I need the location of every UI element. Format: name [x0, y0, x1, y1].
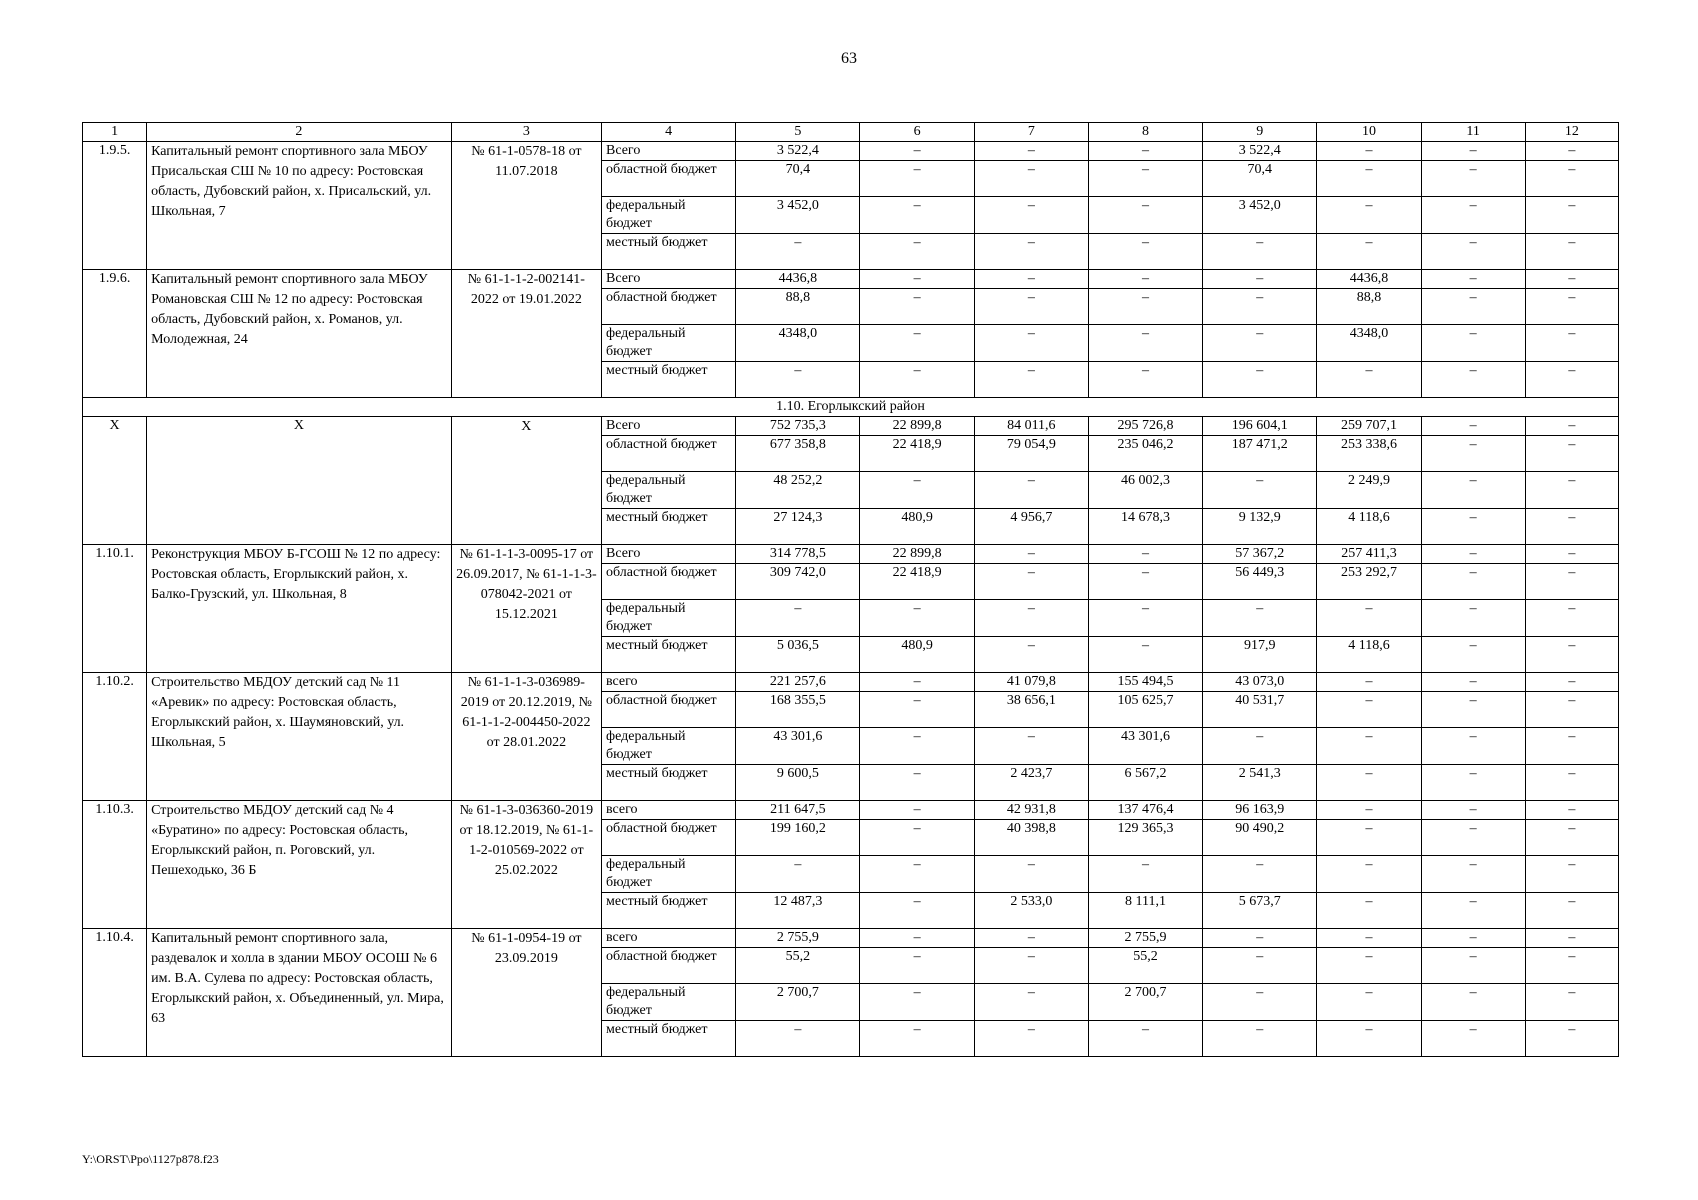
- value-cell: –: [1525, 820, 1618, 856]
- value-cell: 84 011,6: [974, 417, 1088, 436]
- object-description: Капитальный ремонт спортивного зала МБОУ Романовская СШ № 12 по адресу: Ростовская область, Дубовский район, х. Романов, ул. Молодежная, 24: [147, 270, 452, 398]
- value-cell: –: [1088, 600, 1202, 637]
- value-cell: –: [1088, 362, 1202, 398]
- value-cell: –: [974, 472, 1088, 509]
- funding-source: всего: [602, 801, 736, 820]
- funding-source: местный бюджет: [602, 765, 736, 801]
- value-cell: –: [1421, 856, 1525, 893]
- value-cell: –: [1203, 600, 1317, 637]
- value-cell: –: [860, 325, 974, 362]
- value-cell: 46 002,3: [1088, 472, 1202, 509]
- header-cell: 6: [860, 123, 974, 142]
- value-cell: –: [1421, 929, 1525, 948]
- value-cell: –: [860, 984, 974, 1021]
- value-cell: –: [1203, 289, 1317, 325]
- value-cell: –: [860, 929, 974, 948]
- value-cell: –: [1317, 600, 1421, 637]
- value-cell: –: [860, 142, 974, 161]
- value-cell: –: [974, 564, 1088, 600]
- value-cell: 3 522,4: [1203, 142, 1317, 161]
- value-cell: –: [1421, 728, 1525, 765]
- document-number: № 61-1-0578-18 от 11.07.2018: [451, 142, 601, 270]
- value-cell: –: [974, 984, 1088, 1021]
- document-number: № 61-1-0954-19 от 23.09.2019: [451, 929, 601, 1057]
- value-cell: 3 452,0: [1203, 197, 1317, 234]
- value-cell: –: [860, 197, 974, 234]
- value-cell: –: [1525, 270, 1618, 289]
- funding-source: местный бюджет: [602, 509, 736, 545]
- value-cell: –: [1525, 948, 1618, 984]
- value-cell: 14 678,3: [1088, 509, 1202, 545]
- value-cell: 2 533,0: [974, 893, 1088, 929]
- value-cell: –: [860, 692, 974, 728]
- value-cell: –: [1088, 856, 1202, 893]
- value-cell: 88,8: [1317, 289, 1421, 325]
- value-cell: 8 111,1: [1088, 893, 1202, 929]
- value-cell: 196 604,1: [1203, 417, 1317, 436]
- value-cell: 253 338,6: [1317, 436, 1421, 472]
- object-description: Строительство МБДОУ детский сад № 11 «Аревик» по адресу: Ростовская область, Егорлыкский район, х. Шаумяновский, ул. Школьная, 5: [147, 673, 452, 801]
- header-cell: 2: [147, 123, 452, 142]
- value-cell: 211 647,5: [736, 801, 860, 820]
- value-cell: –: [1203, 1021, 1317, 1057]
- header-cell: 4: [602, 123, 736, 142]
- funding-source: областной бюджет: [602, 436, 736, 472]
- value-cell: 79 054,9: [974, 436, 1088, 472]
- value-cell: –: [1525, 637, 1618, 673]
- value-cell: 187 471,2: [1203, 436, 1317, 472]
- table-row: [83, 545, 1619, 564]
- document-number: № 61-1-1-3-0095-17 от 26.09.2017, № 61-1-1-3-078042-2021 от 15.12.2021: [451, 545, 601, 673]
- value-cell: 295 726,8: [1088, 417, 1202, 436]
- value-cell: –: [860, 472, 974, 509]
- file-path-footer: Y:\ORST\Ppo\1127p878.f23: [82, 1152, 219, 1166]
- value-cell: –: [1525, 728, 1618, 765]
- value-cell: 309 742,0: [736, 564, 860, 600]
- value-cell: –: [1317, 728, 1421, 765]
- value-cell: –: [1317, 893, 1421, 929]
- object-description: Строительство МБДОУ детский сад № 4 «Буратино» по адресу: Ростовская область, Егорлыкский район, п. Роговский, ул. Пешеходько, 36 Б: [147, 801, 452, 929]
- value-cell: –: [1088, 161, 1202, 197]
- value-cell: –: [974, 600, 1088, 637]
- value-cell: –: [974, 234, 1088, 270]
- value-cell: –: [1421, 436, 1525, 472]
- value-cell: –: [860, 600, 974, 637]
- value-cell: 221 257,6: [736, 673, 860, 692]
- value-cell: 2 249,9: [1317, 472, 1421, 509]
- funding-source: Всего: [602, 142, 736, 161]
- value-cell: 2 755,9: [1088, 929, 1202, 948]
- object-description: Капитальный ремонт спортивного зала МБОУ Присальская СШ № 10 по адресу: Ростовская область, Дубовский район, х. Присальский, ул. Школьная, 7: [147, 142, 452, 270]
- table-row: [83, 142, 1619, 161]
- table-row: [83, 673, 1619, 692]
- value-cell: 43 301,6: [1088, 728, 1202, 765]
- value-cell: 257 411,3: [1317, 545, 1421, 564]
- value-cell: 677 358,8: [736, 436, 860, 472]
- value-cell: –: [860, 728, 974, 765]
- value-cell: 43 073,0: [1203, 673, 1317, 692]
- value-cell: –: [1317, 984, 1421, 1021]
- value-cell: –: [1525, 765, 1618, 801]
- table-row: [83, 929, 1619, 948]
- row-number: 1.10.1.: [83, 545, 147, 673]
- value-cell: 22 418,9: [860, 436, 974, 472]
- budget-table: [82, 122, 1619, 1057]
- value-cell: –: [860, 161, 974, 197]
- funding-source: областной бюджет: [602, 289, 736, 325]
- value-cell: –: [1525, 325, 1618, 362]
- value-cell: –: [1203, 472, 1317, 509]
- value-cell: 42 931,8: [974, 801, 1088, 820]
- value-cell: –: [1088, 270, 1202, 289]
- value-cell: –: [1317, 929, 1421, 948]
- value-cell: 88,8: [736, 289, 860, 325]
- value-cell: –: [1421, 984, 1525, 1021]
- value-cell: 40 531,7: [1203, 692, 1317, 728]
- value-cell: –: [1203, 728, 1317, 765]
- value-cell: –: [1317, 1021, 1421, 1057]
- value-cell: 22 899,8: [860, 545, 974, 564]
- value-cell: –: [1525, 893, 1618, 929]
- value-cell: –: [1317, 692, 1421, 728]
- value-cell: –: [1088, 545, 1202, 564]
- funding-source: федеральный бюджет: [602, 984, 736, 1021]
- value-cell: –: [974, 142, 1088, 161]
- funding-source: местный бюджет: [602, 893, 736, 929]
- value-cell: 70,4: [736, 161, 860, 197]
- value-cell: –: [974, 1021, 1088, 1057]
- funding-source: всего: [602, 673, 736, 692]
- header-cell: 9: [1203, 123, 1317, 142]
- value-cell: –: [974, 728, 1088, 765]
- value-cell: 38 656,1: [974, 692, 1088, 728]
- value-cell: 27 124,3: [736, 509, 860, 545]
- value-cell: –: [1525, 142, 1618, 161]
- value-cell: –: [1203, 270, 1317, 289]
- value-cell: –: [860, 893, 974, 929]
- value-cell: –: [1088, 197, 1202, 234]
- value-cell: –: [1421, 472, 1525, 509]
- value-cell: –: [1421, 325, 1525, 362]
- header-cell: 10: [1317, 123, 1421, 142]
- value-cell: –: [974, 948, 1088, 984]
- value-cell: 4436,8: [736, 270, 860, 289]
- section-row: [83, 398, 1619, 417]
- value-cell: –: [1525, 856, 1618, 893]
- value-cell: –: [1525, 564, 1618, 600]
- funding-source: областной бюджет: [602, 564, 736, 600]
- value-cell: –: [1525, 984, 1618, 1021]
- value-cell: 5 036,5: [736, 637, 860, 673]
- value-cell: 22 418,9: [860, 564, 974, 600]
- value-cell: –: [860, 234, 974, 270]
- value-cell: –: [1525, 673, 1618, 692]
- value-cell: 480,9: [860, 509, 974, 545]
- value-cell: 9 132,9: [1203, 509, 1317, 545]
- document-number: № 61-1-1-2-002141-2022 от 19.01.2022: [451, 270, 601, 398]
- value-cell: –: [1317, 801, 1421, 820]
- value-cell: –: [1421, 801, 1525, 820]
- value-cell: 56 449,3: [1203, 564, 1317, 600]
- value-cell: 2 423,7: [974, 765, 1088, 801]
- header-cell: 3: [451, 123, 601, 142]
- row-number: Х: [83, 417, 147, 545]
- value-cell: –: [1317, 673, 1421, 692]
- value-cell: 43 301,6: [736, 728, 860, 765]
- value-cell: 253 292,7: [1317, 564, 1421, 600]
- table-row: [83, 270, 1619, 289]
- value-cell: –: [1317, 765, 1421, 801]
- value-cell: –: [1317, 197, 1421, 234]
- value-cell: 41 079,8: [974, 673, 1088, 692]
- value-cell: –: [1525, 545, 1618, 564]
- value-cell: 4 118,6: [1317, 637, 1421, 673]
- value-cell: 155 494,5: [1088, 673, 1202, 692]
- value-cell: –: [1317, 948, 1421, 984]
- funding-source: областной бюджет: [602, 692, 736, 728]
- value-cell: –: [1203, 362, 1317, 398]
- value-cell: 5 673,7: [1203, 893, 1317, 929]
- value-cell: –: [1203, 234, 1317, 270]
- value-cell: –: [1088, 1021, 1202, 1057]
- value-cell: –: [974, 362, 1088, 398]
- value-cell: –: [1525, 197, 1618, 234]
- funding-source: местный бюджет: [602, 362, 736, 398]
- value-cell: 3 452,0: [736, 197, 860, 234]
- funding-source: федеральный бюджет: [602, 600, 736, 637]
- document-number: № 61-1-1-3-036989-2019 от 20.12.2019, № 61-1-1-2-004450-2022 от 28.01.2022: [451, 673, 601, 801]
- value-cell: –: [1203, 856, 1317, 893]
- value-cell: –: [1421, 1021, 1525, 1057]
- value-cell: –: [1317, 234, 1421, 270]
- value-cell: 9 600,5: [736, 765, 860, 801]
- value-cell: –: [1525, 1021, 1618, 1057]
- object-description: Капитальный ремонт спортивного зала, раздевалок и холла в здании МБОУ ОСОШ № 6 им. В.А. Сулева по адресу: Ростовская область, Егорлыкский район, х. Объединенный, ул. Мира, 63: [147, 929, 452, 1057]
- value-cell: –: [974, 289, 1088, 325]
- value-cell: –: [1317, 362, 1421, 398]
- value-cell: –: [1203, 984, 1317, 1021]
- value-cell: –: [1421, 509, 1525, 545]
- value-cell: –: [1525, 234, 1618, 270]
- funding-source: федеральный бюджет: [602, 472, 736, 509]
- value-cell: 48 252,2: [736, 472, 860, 509]
- value-cell: –: [1317, 142, 1421, 161]
- value-cell: –: [1421, 234, 1525, 270]
- value-cell: 129 365,3: [1088, 820, 1202, 856]
- funding-source: федеральный бюджет: [602, 856, 736, 893]
- value-cell: –: [1421, 197, 1525, 234]
- value-cell: –: [1525, 436, 1618, 472]
- value-cell: 199 160,2: [736, 820, 860, 856]
- value-cell: –: [1421, 948, 1525, 984]
- value-cell: 22 899,8: [860, 417, 974, 436]
- funding-source: местный бюджет: [602, 1021, 736, 1057]
- value-cell: –: [736, 234, 860, 270]
- value-cell: –: [1317, 161, 1421, 197]
- value-cell: –: [1203, 325, 1317, 362]
- value-cell: –: [1421, 600, 1525, 637]
- value-cell: 480,9: [860, 637, 974, 673]
- funding-source: всего: [602, 929, 736, 948]
- value-cell: 752 735,3: [736, 417, 860, 436]
- value-cell: 4348,0: [1317, 325, 1421, 362]
- value-cell: –: [736, 1021, 860, 1057]
- value-cell: –: [860, 820, 974, 856]
- value-cell: 259 707,1: [1317, 417, 1421, 436]
- value-cell: –: [974, 270, 1088, 289]
- value-cell: –: [1525, 509, 1618, 545]
- value-cell: 90 490,2: [1203, 820, 1317, 856]
- value-cell: –: [1088, 637, 1202, 673]
- object-description: Реконструкция МБОУ Б-ГСОШ № 12 по адресу: Ростовская область, Егорлыкский район, х. Балко-Грузский, ул. Школьная, 8: [147, 545, 452, 673]
- value-cell: 4348,0: [736, 325, 860, 362]
- value-cell: 2 700,7: [736, 984, 860, 1021]
- value-cell: 57 367,2: [1203, 545, 1317, 564]
- value-cell: –: [860, 948, 974, 984]
- header-row: [83, 123, 1619, 142]
- value-cell: –: [1421, 417, 1525, 436]
- row-number: 1.9.5.: [83, 142, 147, 270]
- funding-source: областной бюджет: [602, 161, 736, 197]
- funding-source: федеральный бюджет: [602, 325, 736, 362]
- funding-source: областной бюджет: [602, 820, 736, 856]
- value-cell: 137 476,4: [1088, 801, 1202, 820]
- value-cell: –: [974, 929, 1088, 948]
- value-cell: –: [1421, 765, 1525, 801]
- value-cell: –: [974, 545, 1088, 564]
- value-cell: 314 778,5: [736, 545, 860, 564]
- value-cell: 235 046,2: [1088, 436, 1202, 472]
- value-cell: –: [1525, 289, 1618, 325]
- value-cell: –: [1525, 801, 1618, 820]
- funding-source: областной бюджет: [602, 948, 736, 984]
- value-cell: 55,2: [736, 948, 860, 984]
- row-number: 1.9.6.: [83, 270, 147, 398]
- value-cell: –: [1088, 234, 1202, 270]
- value-cell: –: [1421, 893, 1525, 929]
- value-cell: 917,9: [1203, 637, 1317, 673]
- page-number: 63: [841, 50, 857, 67]
- value-cell: –: [736, 856, 860, 893]
- header-cell: 12: [1525, 123, 1618, 142]
- value-cell: –: [860, 673, 974, 692]
- value-cell: –: [1421, 673, 1525, 692]
- value-cell: –: [1088, 289, 1202, 325]
- value-cell: –: [1525, 692, 1618, 728]
- value-cell: –: [1203, 948, 1317, 984]
- value-cell: –: [1525, 929, 1618, 948]
- value-cell: –: [860, 270, 974, 289]
- funding-source: Всего: [602, 545, 736, 564]
- value-cell: –: [860, 856, 974, 893]
- value-cell: –: [736, 600, 860, 637]
- header-cell: 8: [1088, 123, 1202, 142]
- value-cell: –: [974, 197, 1088, 234]
- funding-source: местный бюджет: [602, 637, 736, 673]
- value-cell: 2 755,9: [736, 929, 860, 948]
- header-cell: 1: [83, 123, 147, 142]
- funding-source: Всего: [602, 270, 736, 289]
- value-cell: –: [1421, 161, 1525, 197]
- value-cell: –: [1421, 362, 1525, 398]
- value-cell: –: [974, 161, 1088, 197]
- value-cell: –: [1421, 692, 1525, 728]
- value-cell: –: [1317, 820, 1421, 856]
- value-cell: –: [1525, 362, 1618, 398]
- value-cell: –: [860, 1021, 974, 1057]
- funding-source: местный бюджет: [602, 234, 736, 270]
- value-cell: 40 398,8: [974, 820, 1088, 856]
- row-number: 1.10.2.: [83, 673, 147, 801]
- value-cell: –: [1088, 564, 1202, 600]
- table-row: [83, 801, 1619, 820]
- value-cell: –: [1421, 289, 1525, 325]
- document-number: № 61-1-3-036360-2019 от 18.12.2019, № 61-1-1-2-010569-2022 от 25.02.2022: [451, 801, 601, 929]
- funding-source: федеральный бюджет: [602, 728, 736, 765]
- value-cell: –: [1421, 270, 1525, 289]
- value-cell: 105 625,7: [1088, 692, 1202, 728]
- value-cell: 168 355,5: [736, 692, 860, 728]
- value-cell: 2 700,7: [1088, 984, 1202, 1021]
- value-cell: 6 567,2: [1088, 765, 1202, 801]
- value-cell: –: [1525, 472, 1618, 509]
- value-cell: –: [1203, 929, 1317, 948]
- value-cell: 70,4: [1203, 161, 1317, 197]
- section-title: 1.10. Егорлыкский район: [83, 398, 1619, 417]
- value-cell: –: [860, 289, 974, 325]
- document-number: Х: [451, 417, 601, 545]
- value-cell: –: [1421, 545, 1525, 564]
- value-cell: –: [736, 362, 860, 398]
- object-description: Х: [147, 417, 452, 545]
- row-number: 1.10.3.: [83, 801, 147, 929]
- value-cell: 4 956,7: [974, 509, 1088, 545]
- value-cell: –: [860, 801, 974, 820]
- header-cell: 5: [736, 123, 860, 142]
- value-cell: –: [1525, 161, 1618, 197]
- value-cell: –: [1525, 417, 1618, 436]
- value-cell: –: [1088, 325, 1202, 362]
- value-cell: –: [1421, 820, 1525, 856]
- value-cell: 55,2: [1088, 948, 1202, 984]
- value-cell: 12 487,3: [736, 893, 860, 929]
- funding-source: Всего: [602, 417, 736, 436]
- value-cell: –: [974, 856, 1088, 893]
- header-cell: 7: [974, 123, 1088, 142]
- value-cell: –: [974, 637, 1088, 673]
- value-cell: 96 163,9: [1203, 801, 1317, 820]
- value-cell: 4 118,6: [1317, 509, 1421, 545]
- value-cell: –: [1421, 637, 1525, 673]
- value-cell: –: [860, 765, 974, 801]
- value-cell: –: [1088, 142, 1202, 161]
- value-cell: –: [974, 325, 1088, 362]
- value-cell: –: [1317, 856, 1421, 893]
- value-cell: –: [1421, 564, 1525, 600]
- value-cell: 2 541,3: [1203, 765, 1317, 801]
- value-cell: 4436,8: [1317, 270, 1421, 289]
- table-row: [83, 417, 1619, 436]
- value-cell: –: [860, 362, 974, 398]
- header-cell: 11: [1421, 123, 1525, 142]
- value-cell: –: [1525, 600, 1618, 637]
- value-cell: –: [1421, 142, 1525, 161]
- row-number: 1.10.4.: [83, 929, 147, 1057]
- value-cell: 3 522,4: [736, 142, 860, 161]
- funding-source: федеральный бюджет: [602, 197, 736, 234]
